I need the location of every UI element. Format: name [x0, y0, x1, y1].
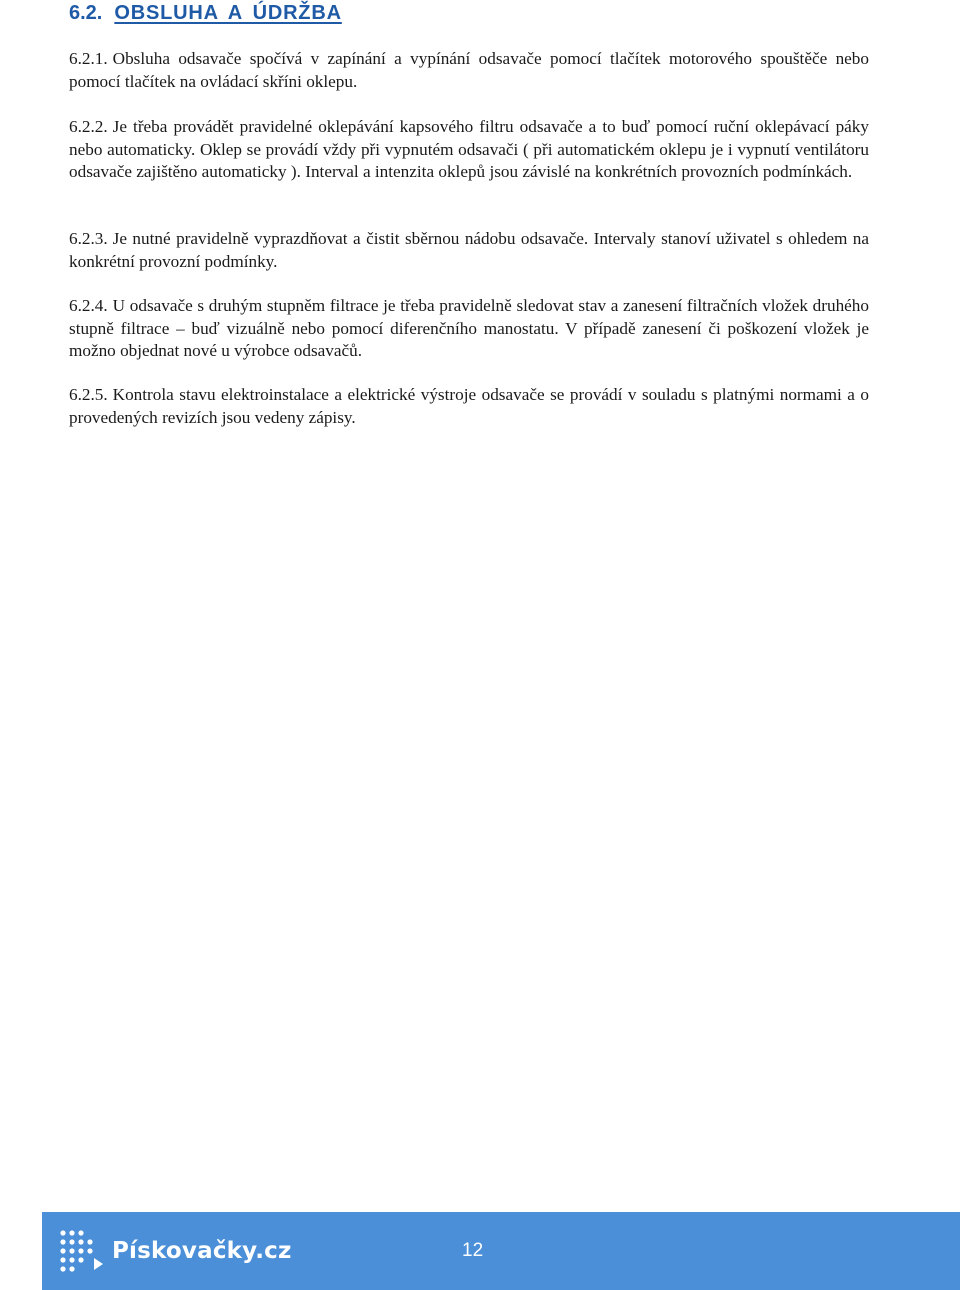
- paragraph-number: 6.2.3.: [69, 229, 108, 248]
- paragraph-text: Obsluha odsavače spočívá v zapínání a vypínání odsavače pomocí tlačítek motorového spouštěče nebo pomocí tlačítek na ovládací skříni oklepu.: [69, 49, 869, 91]
- paragraph-number: 6.2.2.: [69, 117, 108, 136]
- dot-grid-logo-icon: [58, 1228, 104, 1274]
- section-heading: [69, 2, 342, 25]
- paragraph-text: Je nutné pravidelně vyprazdňovat a čistit sběrnou nádobu odsavače. Intervaly stanoví uživatel s ohledem na konkrétní provozní podmínky.: [69, 229, 869, 271]
- paragraph-6-2-3: [69, 228, 869, 273]
- paragraph-number: 6.2.1.: [69, 49, 108, 68]
- paragraph-6-2-5: [69, 384, 869, 429]
- footer-logo: [58, 1228, 292, 1274]
- paragraph-number: 6.2.4.: [69, 296, 108, 315]
- section-number: 6.2.: [69, 2, 103, 24]
- paragraph-text: U odsavače s druhým stupněm filtrace je třeba pravidelně sledovat stav a zanesení filtračních vložek druhého stupně filtrace – buď vizuálně nebo pomocí diferenčního manostatu. V případě zanesení či poškození vložek je možno objednat nové u výrobce odsavačů.: [69, 296, 869, 361]
- paragraph-number: 6.2.5.: [69, 385, 108, 404]
- section-title: OBSLUHA A ÚDRŽBA: [114, 2, 342, 24]
- paragraph-text: Kontrola stavu elektroinstalace a elektrické výstroje odsavače se provádí v souladu s platnými normami a o provedených revizích jsou vedeny zápisy.: [69, 385, 869, 427]
- paragraph-6-2-1: [69, 48, 869, 93]
- paragraph-text: Je třeba provádět pravidelné oklepávání kapsového filtru odsavače a to buď pomocí ruční oklepávací páky nebo automaticky. Oklep se provádí vždy při vypnutém odsavači ( při automatickém oklepu je i vypnutí ventilátoru odsavače zajištěno automaticky ). Interval a intenzita oklepů jsou závislé na konkrétních provozních podmínkách.: [69, 117, 869, 182]
- paragraph-6-2-4: [69, 295, 869, 363]
- page-number: 12: [462, 1240, 484, 1261]
- page-footer: [42, 1212, 960, 1290]
- paragraph-6-2-2: [69, 116, 869, 184]
- logo-text: Pískovačky.cz: [112, 1238, 292, 1264]
